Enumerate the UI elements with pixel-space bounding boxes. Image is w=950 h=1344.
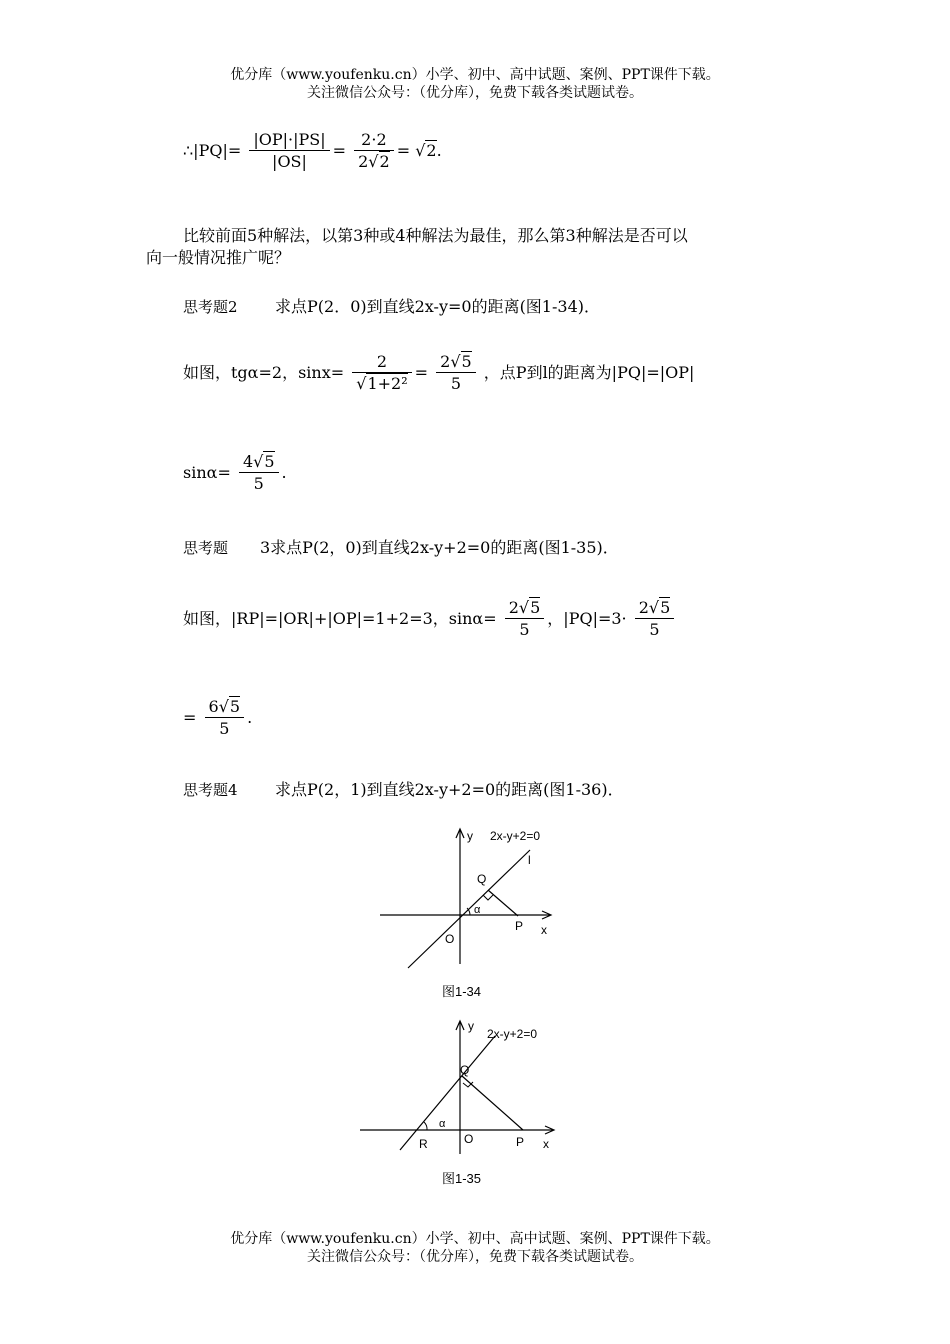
question-4-title: 思考题4 [183, 781, 238, 799]
q2-sin-prefix: sinα= [183, 463, 231, 482]
fig34-alpha-label: α [474, 904, 481, 916]
fig34-y-label: y [467, 829, 473, 843]
fig35-alpha-label: α [439, 1118, 446, 1130]
q2-f1-den-rad: 1+2² [367, 374, 408, 393]
q2-f3-den: 5 [253, 474, 264, 493]
fig35-x-label: x [543, 1137, 549, 1151]
q2-fraction-3 [239, 452, 279, 495]
q3-f2-den: 5 [649, 620, 660, 639]
equation-pq: ∴|PQ|= $\frac{|OP|\cdot|PS|}{|OS|}$ = $\frac{2\cdot 2}{2√2}$ = √2. [183, 130, 442, 171]
eq1-result-rad: 2 [426, 141, 437, 160]
eq1-fraction-2-den: 2√2 [358, 152, 390, 171]
question-2-text: 求点P(2．0)到直线2x-y=0的距离(图1-34)． [275, 297, 600, 316]
footer-line-2: 关注微信公众号：（优分库），免费下载各类试题试卷。 [307, 1249, 643, 1265]
q2-f2-rad: 5 [461, 352, 472, 371]
question-2-title: 思考题2 [183, 298, 238, 316]
page-footer [0, 1230, 950, 1266]
figure-1-35 [355, 1016, 570, 1156]
figure-1-35-caption: 图1-35 [442, 1171, 482, 1186]
fig34-p-label: P [515, 919, 524, 933]
q2-sin-end: . [281, 463, 287, 482]
eq1-den-coef: 2 [358, 152, 369, 171]
eq1-den-rad: 2 [379, 152, 390, 171]
eq1-fraction-2 [354, 130, 394, 173]
q2-f3-num: 4√5 [239, 452, 279, 473]
q3-fraction-1 [505, 598, 545, 641]
q3-f2-rad: 5 [660, 598, 671, 617]
q2-sol-prefix: 如图，tgα=2，sinx= [183, 363, 345, 382]
fig35-q-label: Q [460, 1063, 470, 1077]
q2-fraction-2 [436, 352, 476, 395]
q3-f3-rad: 5 [229, 697, 241, 716]
q3-f2-coef: 2 [638, 598, 649, 617]
fig35-p-label: P [516, 1135, 525, 1149]
fig35-y-label: y [468, 1019, 474, 1033]
q2-f3-coef: 4 [242, 452, 254, 471]
footer-line-1: 优分库（www.youfenku.cn）小学、初中、高中试题、案例、PPT课件下载。 [230, 1231, 720, 1247]
q3-sol-prefix: 如图，|RP|=|OR|+|OP|=1+2=3，sinα= [183, 609, 497, 628]
q3-f1-coef: 2 [508, 598, 519, 617]
q3-f1-num: 2√5 [505, 598, 545, 619]
q3-sol-mid: ，|PQ|=3· [547, 609, 627, 628]
question-3-text: 3求点P(2，0)到直线2x-y+2=0的距离(图1-35)． [260, 538, 619, 557]
q2-sol-suffix: ，点P到l的距离为|PQ|=|OP| [483, 363, 695, 382]
question-3-result [183, 697, 252, 740]
q2-f2-coef: 2 [440, 352, 451, 371]
q3-fraction-2 [635, 598, 675, 641]
q2-f1-num: 2 [352, 352, 411, 373]
q3-f3-coef: 6 [208, 697, 219, 716]
figure-1-34-caption: 图1-34 [442, 984, 482, 999]
question-3-solution [183, 598, 677, 641]
fig34-l-label: l [528, 853, 531, 867]
eq1-fraction-1-num: |OP|·|PS| [249, 130, 329, 151]
question-2-solution: 如图，tgα=2，sinx= $\frac{2}{\text{√1+2²}}$ = $\frac{2√5}{5}$ ，点P到l的距离为|PQ|=|OP| [183, 352, 695, 393]
q3-f3-num: 6√5 [205, 697, 245, 718]
fig35-line-label: 2x-y+2=0 [487, 1027, 538, 1041]
fig35-o-label: O [464, 1132, 474, 1146]
eq1-prefix: ∴|PQ|= [183, 141, 242, 160]
q3-f1-rad: 5 [530, 598, 541, 617]
eq1-fraction-1 [249, 130, 329, 173]
paragraph-1-line-1: 比较前面5种解法，以第3种或4种解法为最佳，那么第3种解法是否可以 [183, 226, 688, 245]
q2-f1-den: √1+2² [356, 374, 408, 393]
q3-res-prefix: = [183, 708, 197, 727]
question-2-sin [183, 452, 287, 495]
figure-1-34 [370, 822, 570, 972]
fig34-o-label: O [445, 932, 455, 946]
q2-f3-rad: 5 [264, 452, 275, 471]
eq1-result: √2 [415, 141, 437, 160]
fig34-q-label: Q [477, 872, 487, 886]
page-header [0, 66, 950, 102]
q3-fraction-3 [205, 697, 245, 740]
q3-res-end: . [247, 708, 253, 727]
fig34-x-label: x [541, 923, 547, 937]
header-line-2: 关注微信公众号：（优分库），免费下载各类试题试卷。 [307, 85, 643, 101]
fig34-line-l [408, 850, 530, 968]
q3-f3-den: 5 [219, 719, 230, 738]
q3-f2-num: 2√5 [635, 598, 675, 619]
fig35-r-label: R [419, 1137, 428, 1151]
question-3-title: 思考题 [183, 539, 229, 557]
fig35-angle-arc [424, 1122, 427, 1130]
paragraph-1-line-2: 向一般情况推广呢？ [146, 248, 291, 267]
q2-fraction-1 [352, 352, 411, 395]
fig34-line-label: 2x-y+2=0 [490, 829, 541, 843]
q2-f2-den: 5 [450, 374, 461, 393]
eq1-fraction-2-num: 2·2 [354, 130, 394, 151]
eq1-end: . [436, 141, 442, 160]
q3-f1-den: 5 [519, 620, 530, 639]
question-4-text: 求点P(2，1)到直线2x-y+2=0的距离(图1-36)． [275, 780, 624, 799]
q2-f2-num: 2√5 [436, 352, 476, 373]
eq1-fraction-1-den: |OS| [272, 152, 307, 171]
header-line-1: 优分库（www.youfenku.cn）小学、初中、高中试题、案例、PPT课件下载。 [230, 67, 720, 83]
fig34-perpendicular [488, 890, 518, 916]
fig34-right-angle-mark [483, 895, 493, 900]
